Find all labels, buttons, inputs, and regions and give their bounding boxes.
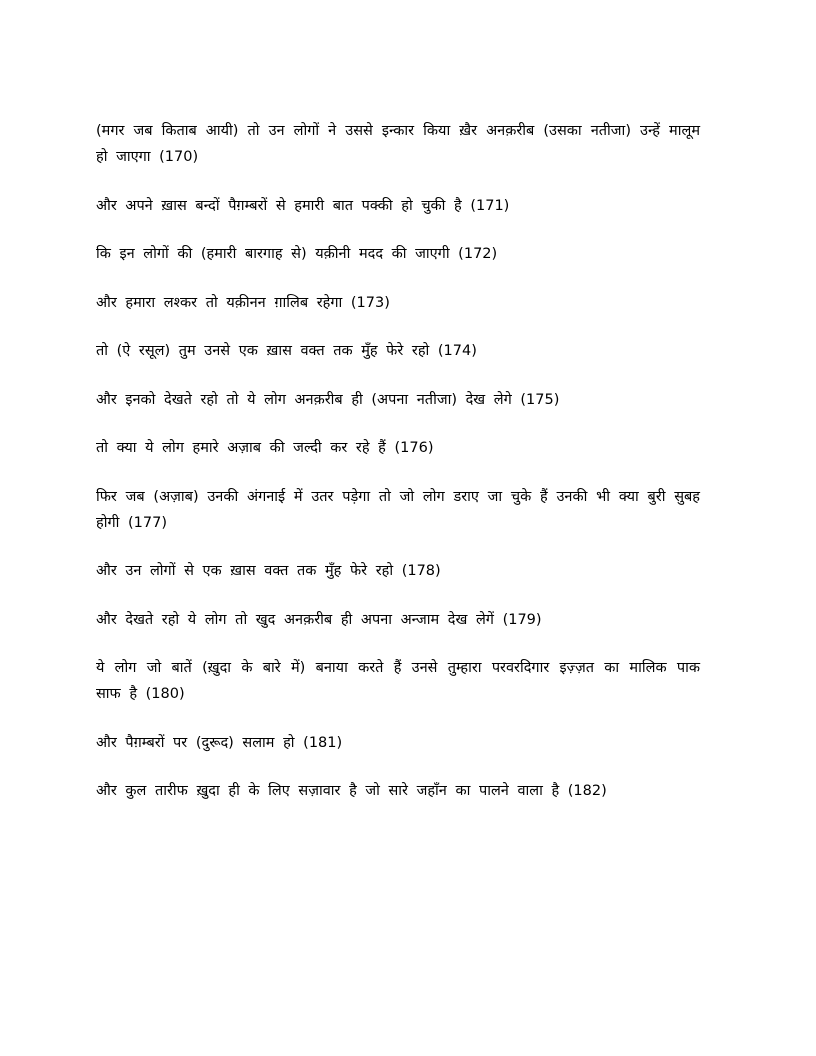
verse-173: और हमारा लश्कर तो यक़ीनन ग़ालिब रहेगा (173): [96, 294, 390, 311]
verse-177: फिर जब (अज़ाब) उनकी अंगनाई में उतर पड़ेगा तो जो लोग डराए जा चुके हैं उनकी भी क्या बुरी सुबह होगी (177): [96, 488, 700, 531]
verse-181: और पैग़म्बरों पर (दुरूद) सलाम हो (181): [96, 734, 343, 751]
verse-176: तो क्या ये लोग हमारे अज़ाब की जल्दी कर रहे हैं (176): [96, 440, 434, 456]
verse-172: कि इन लोगों की (हमारी बारगाह से) यक़ीनी मदद की जाएगी (172): [96, 246, 498, 262]
verse-170: (मगर जब किताब आयी) तो उन लोगों ने उससे इन्कार किया ख़ैर अनक़रीब (उसका नतीजा) उन्हें मालूम हो जाएगा (170): [96, 123, 700, 165]
verse-179: और देखते रहो ये लोग तो खुद अनक़रीब ही अपना अन्जाम देख लेगें (179): [96, 611, 542, 628]
verse-180: ये लोग जो बातें (ख़ुदा के बारे में) बनाया करते हैं उनसे तुम्हारा परवरदिगार इज़्ज़त का मालिक पाक साफ है (180): [96, 660, 700, 702]
verse-182: और कुल तारीफ ख़ुदा ही के लिए सज़ावार है जो सारे जहाँन का पालने वाला है (182): [96, 783, 607, 799]
verse-list: [96, 118, 700, 827]
verse-174: तो (ऐ रसूल) तुम उनसे एक ख़ास वक्त तक मुँह फेरे रहो (174): [96, 343, 477, 359]
verse-178: और उन लोगों से एक ख़ास वक्त तक मुँह फेरे रहो (178): [96, 563, 441, 579]
verse-171: और अपने ख़ास बन्दों पैग़म्बरों से हमारी बात पक्की हो चुकी है (171): [96, 197, 510, 214]
verse-175: और इनको देखते रहो तो ये लोग अनक़रीब ही (अपना नतीजा) देख लेगे (175): [96, 391, 560, 408]
